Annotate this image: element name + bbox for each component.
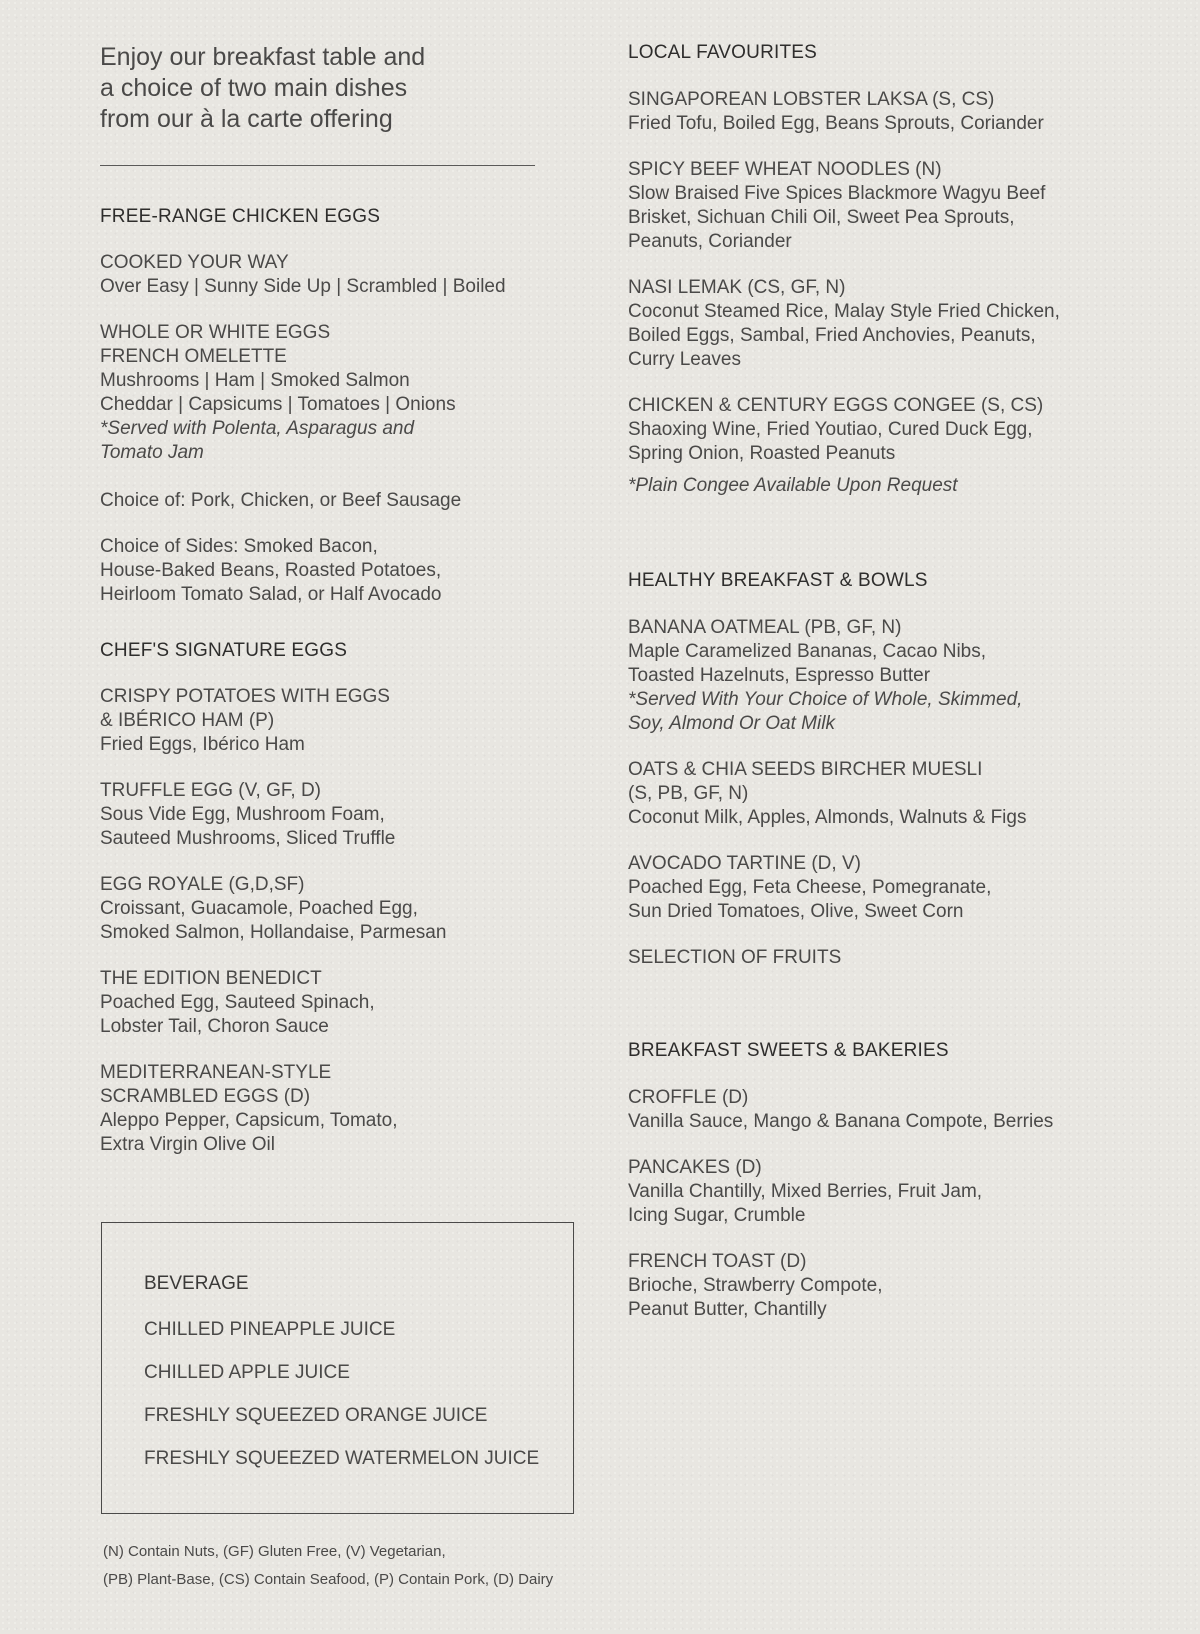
section-heading: BREAKFAST SWEETS & BAKERIES [628,1040,949,1061]
item-name: SELECTION OF FRUITS [628,947,842,968]
item-desc: Over Easy | Sunny Side Up | Scrambled | Boiled [100,276,506,297]
item-note: *Served With Your Choice of Whole, Skimmed, [628,689,1023,710]
item-name: MEDITERRANEAN-STYLE [100,1062,332,1083]
section-heading: HEALTHY BREAKFAST & BOWLS [628,570,928,591]
item-desc: Choice of: Pork, Chicken, or Beef Sausage [100,490,462,511]
item-desc: Fried Eggs, Ibérico Ham [100,734,305,755]
item-desc: Aleppo Pepper, Capsicum, Tomato, [100,1110,398,1131]
item-desc: Coconut Milk, Apples, Almonds, Walnuts & Figs [628,807,1027,828]
section-sweets [628,1040,1168,1322]
intro-line: from our à la carte offering [100,105,393,133]
section-local [628,42,1168,498]
menu-item-nasi-lemak [628,276,1168,372]
menu-item-sides [100,535,560,607]
item-desc: House-Baked Beans, Roasted Potatoes, [100,560,442,581]
item-desc: Sauteed Mushrooms, Sliced Truffle [100,828,396,849]
item-desc: Sun Dried Tomatoes, Olive, Sweet Corn [628,901,964,922]
allergen-legend [103,1543,623,1599]
item-name: FRENCH OMELETTE [100,346,287,367]
item-desc: Slow Braised Five Spices Blackmore Wagyu Beef [628,183,1046,204]
item-desc: Fried Tofu, Boiled Egg, Beans Sprouts, Coriander [628,113,1044,134]
item-desc: Heirloom Tomato Salad, or Half Avocado [100,584,442,605]
item-desc: Curry Leaves [628,349,741,370]
item-note: *Plain Congee Available Upon Request [628,475,958,496]
section-healthy [628,570,1168,970]
item-name: NASI LEMAK (CS, GF, N) [628,277,846,298]
menu-item-oatmeal [628,616,1168,736]
intro-text [100,42,560,135]
item-desc: Icing Sugar, Crumble [628,1205,806,1226]
menu-item-french-toast [628,1250,1168,1322]
section-free-range [100,206,560,607]
item-name: CRISPY POTATOES WITH EGGS [100,686,390,707]
beverage-item: CHILLED PINEAPPLE JUICE [144,1319,396,1340]
menu-item-fruits [628,946,1168,970]
menu-item-croffle [628,1086,1168,1134]
beverage-heading: BEVERAGE [144,1273,249,1294]
item-name: SINGAPOREAN LOBSTER LAKSA (S, CS) [628,89,995,110]
menu-item-omelette [100,321,560,465]
item-desc: Vanilla Chantilly, Mixed Berries, Fruit Jam, [628,1181,983,1202]
item-desc: Toasted Hazelnuts, Espresso Butter [628,665,931,686]
item-name: & IBÉRICO HAM (P) [100,710,275,731]
item-desc: Coconut Steamed Rice, Malay Style Fried Chicken, [628,301,1060,322]
menu-item-noodles [628,158,1168,254]
menu-item-laksa [628,88,1168,136]
item-desc: Choice of Sides: Smoked Bacon, [100,536,378,557]
item-desc: Croissant, Guacamole, Poached Egg, [100,898,418,919]
item-desc: Spring Onion, Roasted Peanuts [628,443,896,464]
intro-line: Enjoy our breakfast table and [100,43,426,71]
item-name: FRENCH TOAST (D) [628,1251,807,1272]
item-name: CHICKEN & CENTURY EGGS CONGEE (S, CS) [628,395,1044,416]
beverage-list [144,1273,539,1490]
item-desc: Brioche, Strawberry Compote, [628,1275,883,1296]
section-signature [100,640,560,1157]
legend-line: (N) Contain Nuts, (GF) Gluten Free, (V) Vegetarian, [103,1543,446,1560]
beverage-item: FRESHLY SQUEEZED ORANGE JUICE [144,1405,488,1426]
item-name: EGG ROYALE (G,D,SF) [100,874,305,895]
item-desc: Boiled Eggs, Sambal, Fried Anchovies, Peanuts, [628,325,1036,346]
item-name: COOKED YOUR WAY [100,252,289,273]
item-desc: Sous Vide Egg, Mushroom Foam, [100,804,385,825]
item-desc: Poached Egg, Feta Cheese, Pomegranate, [628,877,992,898]
item-desc: Extra Virgin Olive Oil [100,1134,275,1155]
intro-line: a choice of two main dishes [100,74,408,102]
menu-item-muesli [628,758,1168,830]
item-desc: Maple Caramelized Bananas, Cacao Nibs, [628,641,987,662]
divider [100,165,535,166]
left-column [100,42,560,1157]
right-column [628,42,1168,1322]
item-note: Tomato Jam [100,442,204,463]
menu-item-crispy [100,685,560,757]
item-desc: Peanuts, Coriander [628,231,792,252]
item-name: PANCAKES (D) [628,1157,762,1178]
beverage-item: CHILLED APPLE JUICE [144,1362,350,1383]
item-note: Soy, Almond Or Oat Milk [628,713,835,734]
legend-line: (PB) Plant-Base, (CS) Contain Seafood, (P) Contain Pork, (D) Dairy [103,1571,554,1588]
item-desc: Mushrooms | Ham | Smoked Salmon [100,370,410,391]
item-name: BANANA OATMEAL (PB, GF, N) [628,617,902,638]
item-name: WHOLE OR WHITE EGGS [100,322,331,343]
item-name: SCRAMBLED EGGS (D) [100,1086,311,1107]
section-heading: LOCAL FAVOURITES [628,42,818,63]
section-heading: CHEF'S SIGNATURE EGGS [100,640,348,661]
item-name: CROFFLE (D) [628,1087,749,1108]
item-name: THE EDITION BENEDICT [100,968,322,989]
menu-item-benedict [100,967,560,1039]
item-desc: Shaoxing Wine, Fried Youtiao, Cured Duck Egg, [628,419,1033,440]
item-desc: Smoked Salmon, Hollandaise, Parmesan [100,922,447,943]
menu-item-truffle [100,779,560,851]
item-desc: Vanilla Sauce, Mango & Banana Compote, Berries [628,1111,1054,1132]
item-name: OATS & CHIA SEEDS BIRCHER MUESLI [628,759,983,780]
menu-item-congee [628,394,1168,498]
menu-item-tartine [628,852,1168,924]
beverage-item: FRESHLY SQUEEZED WATERMELON JUICE [144,1448,540,1469]
menu-item-mediterranean [100,1061,560,1157]
item-name: SPICY BEEF WHEAT NOODLES (N) [628,159,942,180]
item-desc: Cheddar | Capsicums | Tomatoes | Onions [100,394,456,415]
menu-item-royale [100,873,560,945]
item-desc: Brisket, Sichuan Chili Oil, Sweet Pea Sprouts, [628,207,1015,228]
item-desc: Lobster Tail, Choron Sauce [100,1016,329,1037]
item-desc: Poached Egg, Sauteed Spinach, [100,992,375,1013]
item-name: TRUFFLE EGG (V, GF, D) [100,780,321,801]
item-name: AVOCADO TARTINE (D, V) [628,853,861,874]
menu-item-cooked [100,251,560,299]
menu-item-pancakes [628,1156,1168,1228]
menu-item-sausage [100,489,560,513]
item-name: (S, PB, GF, N) [628,783,749,804]
beverage-box [101,1222,574,1514]
item-desc: Peanut Butter, Chantilly [628,1299,827,1320]
item-note: *Served with Polenta, Asparagus and [100,418,415,439]
section-heading: FREE-RANGE CHICKEN EGGS [100,206,381,227]
